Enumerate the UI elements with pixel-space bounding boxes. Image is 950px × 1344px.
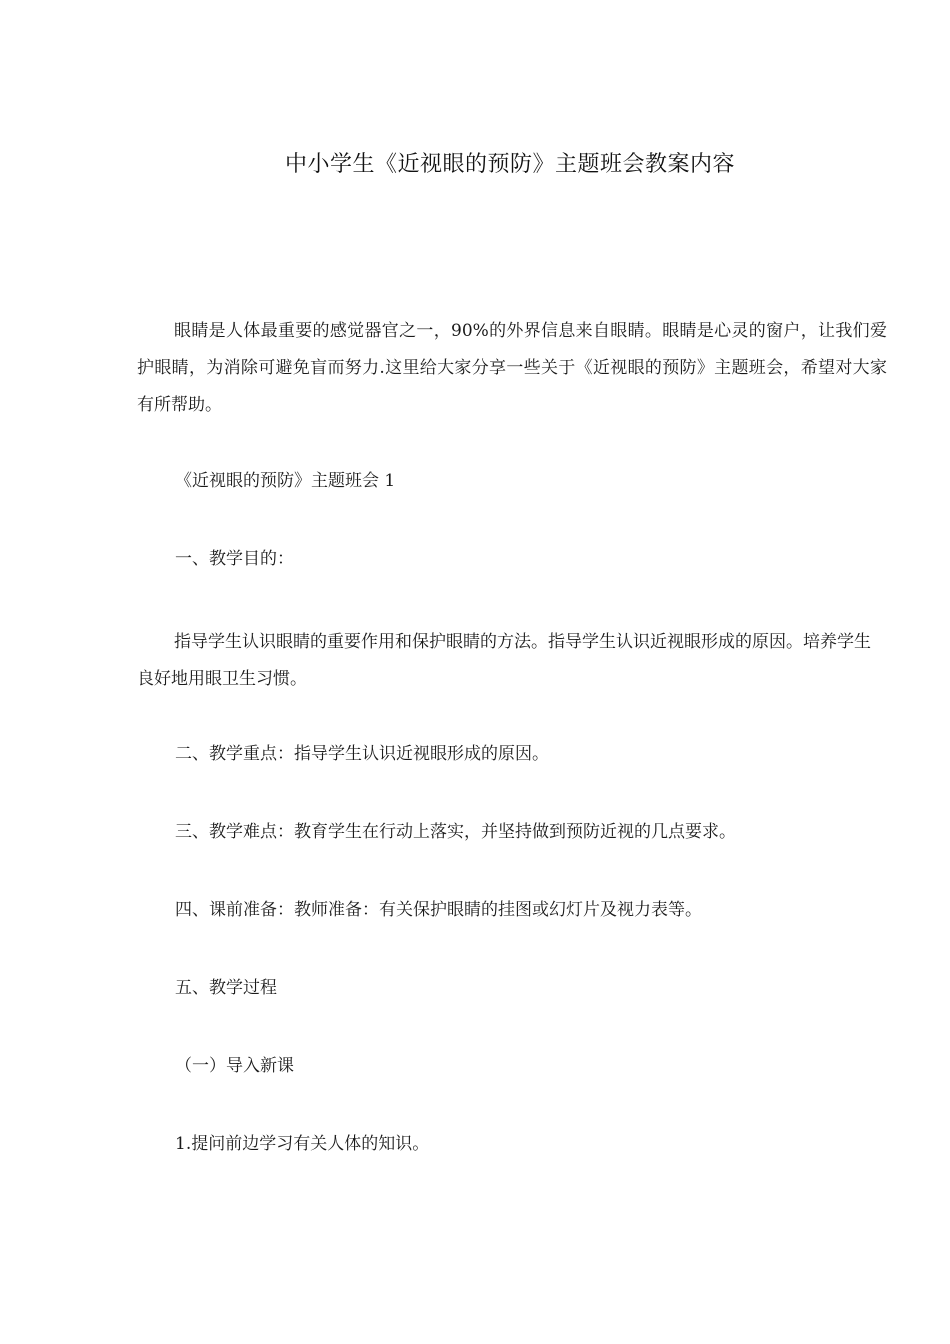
question-point-line: 1.提问前边学习有关人体的知识。 (175, 1134, 430, 1154)
teaching-process-heading: 五、教学过程 (175, 978, 277, 998)
intro-lesson-subheading: （一）导入新课 (175, 1056, 294, 1076)
section-heading: 《近视眼的预防》主题班会 1 (175, 471, 396, 491)
teaching-difficulty-line: 三、教学难点：教育学生在行动上落实，并坚持做到预防近视的几点要求。 (175, 822, 736, 842)
preparation-line: 四、课前准备：教师准备：有关保护眼睛的挂图或幻灯片及视力表等。 (175, 900, 702, 920)
teaching-focus-line: 二、教学重点：指导学生认识近视眼形成的原因。 (175, 744, 549, 764)
teaching-goal-heading: 一、教学目的： (175, 549, 294, 569)
teaching-goal-paragraph: 指导学生认识眼睛的重要作用和保护眼睛的方法。指导学生认识近视眼形成的原因。培养学生良好地用眼卫生习惯。 (137, 632, 871, 689)
intro-paragraph: 眼睛是人体最重要的感觉器官之一，90%的外界信息来自眼睛。眼睛是心灵的窗户，让我们爱护眼睛，为消除可避免盲而努力.这里给大家分享一些关于《近视眼的预防》主题班会，希望对大家有所帮助。 (137, 321, 887, 415)
document-title: 中小学生《近视眼的预防》主题班会教案内容 (284, 152, 735, 177)
